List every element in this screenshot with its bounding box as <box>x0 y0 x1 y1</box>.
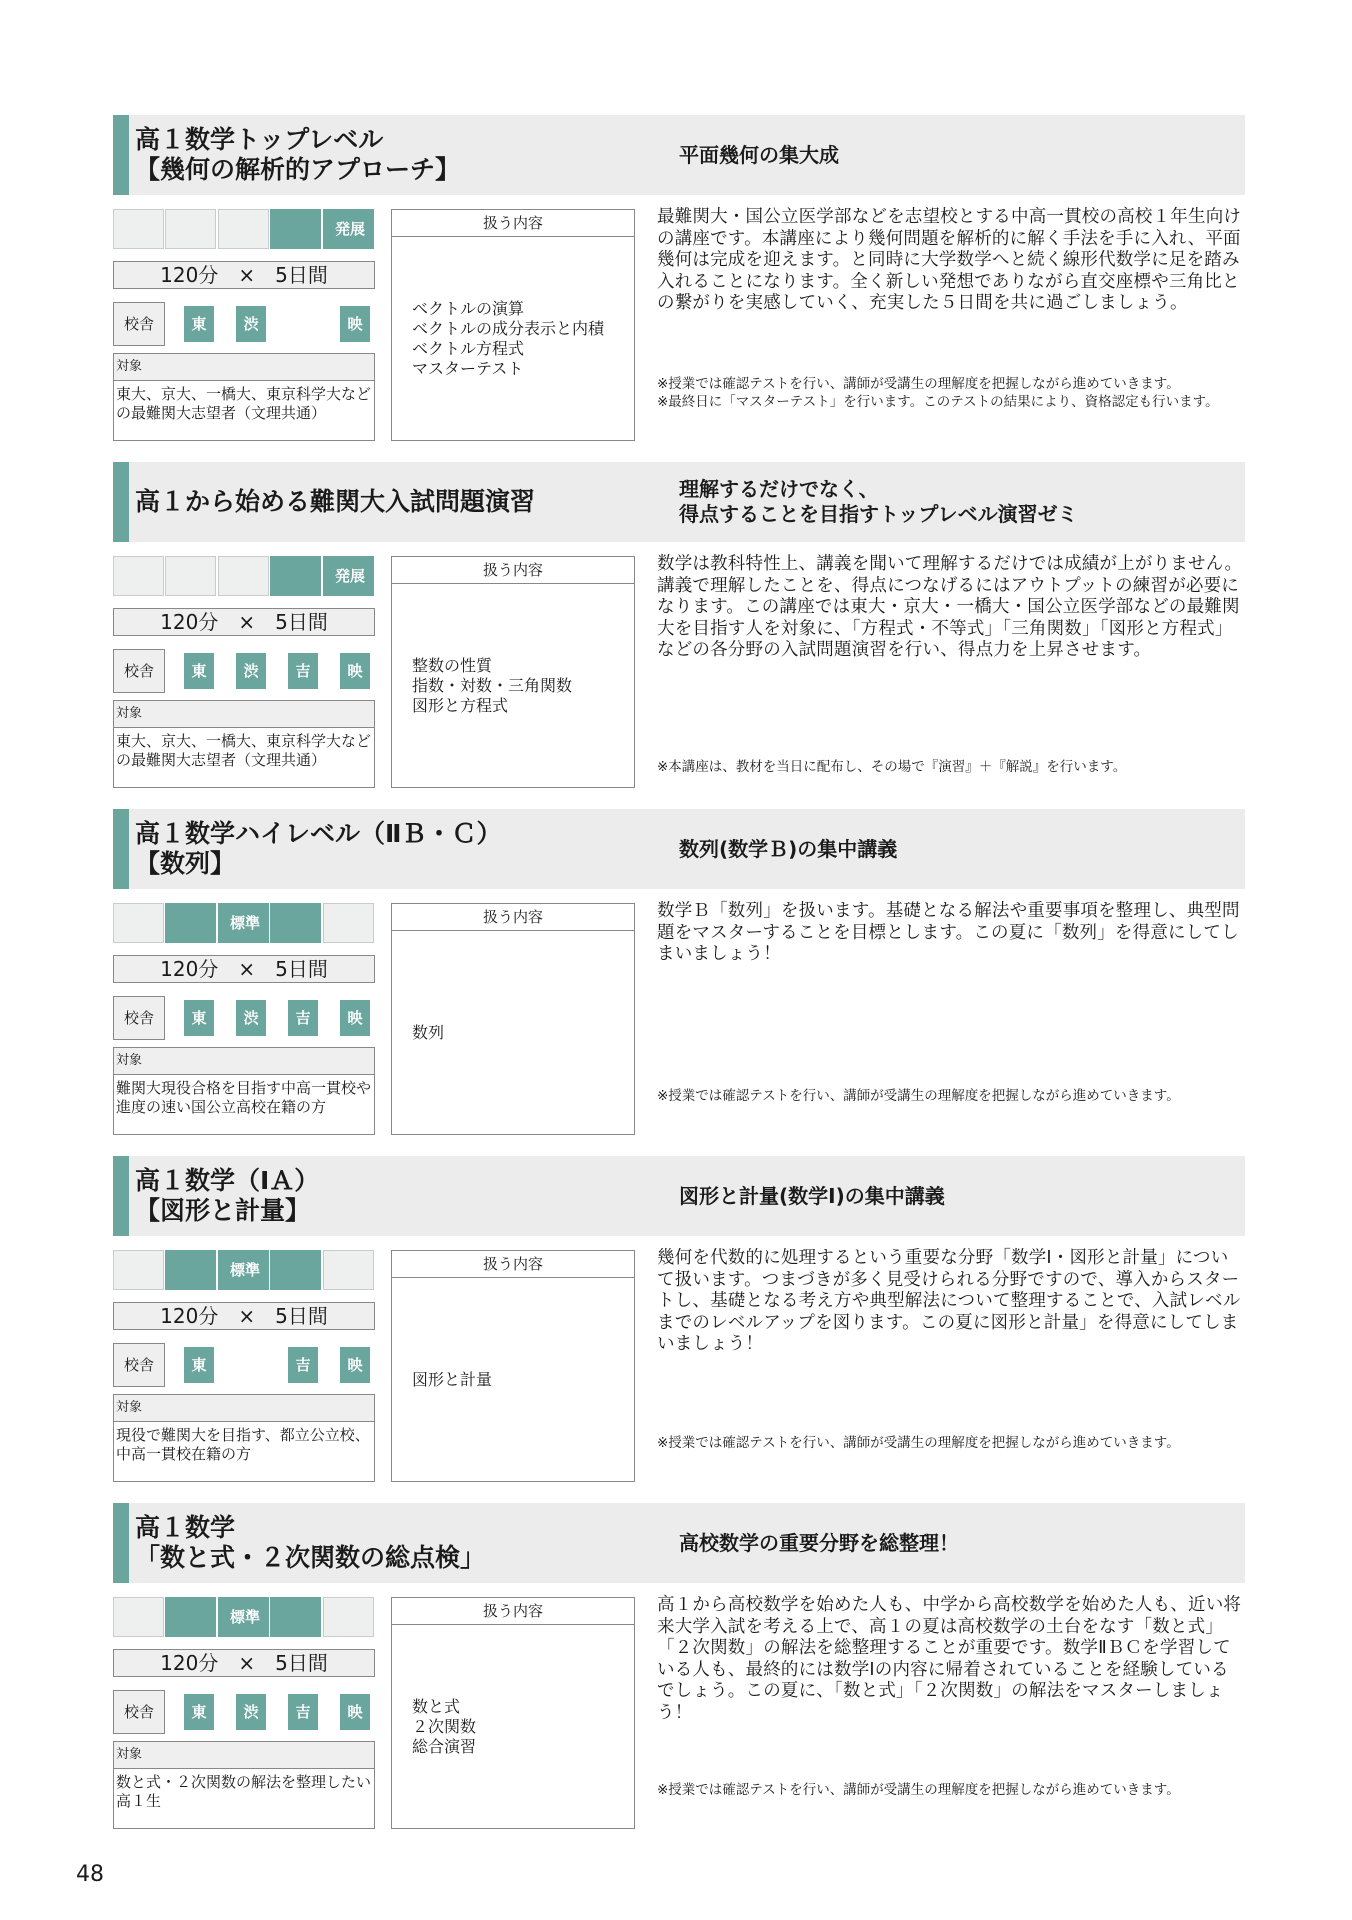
course-title <box>135 1156 675 1236</box>
content-box <box>391 556 635 788</box>
course-subtitle-line: 平面幾何の集大成 <box>679 142 839 167</box>
content-item: 総合演習 <box>412 1736 477 1756</box>
content-list <box>412 237 620 440</box>
level-cell <box>113 1250 164 1290</box>
schedule-time: 120分 × 5日間 <box>113 1302 375 1330</box>
level-label: 標準 <box>229 914 260 932</box>
accent-bar <box>113 115 129 195</box>
course-note: ※本講座は、教材を当日に配布し、その場で『演習』＋『解説』を行います。 <box>657 759 1127 775</box>
course-note: ※授業では確認テストを行い、講師が受講生の理解度を把握しながら進めていきます。 <box>657 1435 1180 1451</box>
content-box <box>391 209 635 441</box>
content-item: ベクトル方程式 <box>412 338 525 358</box>
course-title-line: 高１数学トップレベル <box>135 125 384 154</box>
level-cell <box>113 903 164 943</box>
campus-badge-ei: 映 <box>340 306 370 342</box>
campus-badge-higashi: 東 <box>184 306 214 342</box>
level-cell <box>323 1250 374 1290</box>
content-label: 扱う内容 <box>392 1251 634 1278</box>
campus-badge-kichi: 吉 <box>288 1000 318 1036</box>
course-notes <box>657 758 1245 776</box>
course-subtitle <box>679 115 1239 195</box>
campus-badge-ei: 映 <box>340 653 370 689</box>
course-subtitle-line: 高校数学の重要分野を総整理！ <box>679 1530 959 1555</box>
course-note: ※授業では確認テストを行い、講師が受講生の理解度を把握しながら進めていきます。 <box>657 376 1180 392</box>
target-text: 現役で難関大を目指す、都立公立校、中高一貫校在籍の方 <box>116 1426 370 1463</box>
campus-row <box>113 649 375 693</box>
course-title-line: 高１から始める難関大入試問題演習 <box>135 487 536 516</box>
course-notes <box>657 1781 1245 1799</box>
campus-badge-ei: 映 <box>340 1347 370 1383</box>
level-cell <box>218 209 269 249</box>
course-subtitle <box>679 462 1239 542</box>
target-text: 難関大現役合格を目指す中高一貫校や進度の速い国公立高校在籍の方 <box>116 1079 372 1116</box>
course-notes <box>657 1434 1245 1452</box>
course-note: ※最終日に「マスターテスト」を行います。このテストの結果により、資格認定も行います。 <box>657 394 1219 410</box>
content-label: 扱う内容 <box>392 210 634 237</box>
content-item: ２次関数 <box>412 1716 477 1736</box>
schedule-time: 120分 × 5日間 <box>113 955 375 983</box>
course-title-line: 【図形と計量】 <box>135 1196 311 1225</box>
course-header <box>113 115 1245 195</box>
campus-badge-higashi: 東 <box>184 1000 214 1036</box>
course-title-line: 【幾何の解析的アプローチ】 <box>135 155 461 184</box>
target-box <box>113 1394 375 1482</box>
course-block <box>113 1156 1245 1488</box>
course-subtitle-line: 得点することを目指すトップレベル演習ゼミ <box>679 502 1078 526</box>
course-title <box>135 462 675 542</box>
content-list <box>412 1278 620 1481</box>
course-note: ※授業では確認テストを行い、講師が受講生の理解度を把握しながら進めていきます。 <box>657 1088 1180 1104</box>
level-label: 標準 <box>229 1261 260 1279</box>
course-header <box>113 1156 1245 1236</box>
campus-badge-shibu: 渋 <box>236 653 266 689</box>
course-description: 幾何を代数的に処理するという重要な分野「数学Ⅰ・図形と計量」について扱います。つまづきが多く見受けられる分野ですので、導入からスタートし、基礎となる考え方や典型解法について整理することで、入試レベルまでのレベルアップを図ります。この夏に図形と計量」を得意にしてしまいましょう！ <box>657 1248 1241 1354</box>
target-label: 対象 <box>114 1395 374 1422</box>
content-label: 扱う内容 <box>392 557 634 584</box>
campus-row <box>113 1690 375 1734</box>
level-cell <box>323 903 374 943</box>
content-item: ベクトルの演算 <box>412 298 525 318</box>
course-header <box>113 809 1245 889</box>
content-box <box>391 1597 635 1829</box>
level-indicator <box>113 556 375 596</box>
course-block <box>113 462 1245 794</box>
campus-badge-higashi: 東 <box>184 1694 214 1730</box>
course-header <box>113 1503 1245 1583</box>
target-box <box>113 1741 375 1829</box>
content-item: ベクトルの成分表示と内積 <box>412 318 605 338</box>
course-title-line: 高１数学ハイレベル（ⅡＢ・Ｃ） <box>135 819 502 848</box>
campus-badge-shibu: 渋 <box>236 1694 266 1730</box>
campus-label: 校舎 <box>113 1343 165 1387</box>
course-description: 最難関大・国公立医学部などを志望校とする中高一貫校の高校１年生向けの講座です。本講座により幾何問題を解析的に解く手法を手に入れ、平面幾何は完成を迎えます。と同時に大学数学へと続く線形代数学に足を踏み入れることになります。全く新しい発想でありながら直交座標や三角比との繋がりを実感していく、充実した５日間を共に過ごしましょう。 <box>657 207 1242 313</box>
target-box <box>113 1047 375 1135</box>
level-label: 発展 <box>334 220 365 238</box>
level-cell <box>113 1597 164 1637</box>
level-cell-active <box>270 556 321 596</box>
level-indicator <box>113 1597 375 1637</box>
accent-bar <box>113 1503 129 1583</box>
level-label: 発展 <box>334 567 365 585</box>
level-indicator <box>113 209 375 249</box>
content-item: 図形と計量 <box>412 1369 493 1389</box>
content-box <box>391 1250 635 1482</box>
course-subtitle-line: 図形と計量(数学Ⅰ)の集中講義 <box>679 1183 945 1208</box>
course-block <box>113 115 1245 447</box>
level-cell <box>165 209 216 249</box>
target-box <box>113 353 375 441</box>
content-label: 扱う内容 <box>392 1598 634 1625</box>
target-label: 対象 <box>114 701 374 728</box>
level-cell <box>323 1597 374 1637</box>
target-text: 数と式・２次関数の解法を整理したい高１生 <box>116 1773 372 1810</box>
course-subtitle <box>679 1156 1239 1236</box>
target-box <box>113 700 375 788</box>
course-block <box>113 1503 1245 1835</box>
course-notes <box>657 375 1245 411</box>
course-subtitle <box>679 1503 1239 1583</box>
level-cell <box>165 556 216 596</box>
accent-bar <box>113 1156 129 1236</box>
content-list <box>412 1625 620 1828</box>
course-header <box>113 462 1245 542</box>
course-subtitle-line: 理解するだけでなく、 <box>679 477 879 501</box>
course-block <box>113 809 1245 1141</box>
course-title-line: 「数と式・２次関数の総点検」 <box>135 1543 486 1572</box>
content-list <box>412 931 620 1134</box>
course-title <box>135 809 675 889</box>
campus-badge-higashi: 東 <box>184 1347 214 1383</box>
campus-badge-kichi: 吉 <box>288 1347 318 1383</box>
campus-row <box>113 996 375 1040</box>
campus-badge-ei: 映 <box>340 1694 370 1730</box>
content-label: 扱う内容 <box>392 904 634 931</box>
level-indicator <box>113 903 375 943</box>
campus-label: 校舎 <box>113 302 165 346</box>
level-cell-active <box>270 209 321 249</box>
course-description: 数学は教科特性上、講義を聞いて理解するだけでは成績が上がりません。講義で理解したことを、得点につなげるにはアウトプットの練習が必要になります。この講座では東大・京大・一橋大・国公立医学部などの最難関大を目指す人を対象に、「方程式・不等式」「三角関数」「図形と方程式」などの各分野の入試問題演習を行い、得点力を上昇させます。 <box>657 554 1243 660</box>
content-item: 整数の性質 <box>412 655 493 675</box>
content-item: マスターテスト <box>412 358 524 378</box>
campus-badge-shibu: 渋 <box>236 306 266 342</box>
level-cell <box>113 556 164 596</box>
target-label: 対象 <box>114 1048 374 1075</box>
campus-row <box>113 1343 375 1387</box>
page-number: 48 <box>76 1862 104 1887</box>
target-label: 対象 <box>114 1742 374 1769</box>
course-description: 高１から高校数学を始めた人も、中学から高校数学を始めた人も、近い将来大学入試を考える上で、高１の夏は高校数学の土台をなす「数と式」「２次関数」の解法を総整理することが重要です。数学ⅡＢＣを学習している人も、最終的には数学Ⅰの内容に帰着されていることを経験しているでしょう。この夏に、「数と式」「２次関数」の解法をマスターしましょう！ <box>657 1595 1242 1723</box>
campus-label: 校舎 <box>113 1690 165 1734</box>
course-notes <box>657 1087 1245 1105</box>
content-item: 指数・対数・三角関数 <box>412 675 573 695</box>
level-indicator <box>113 1250 375 1290</box>
course-note: ※授業では確認テストを行い、講師が受講生の理解度を把握しながら進めていきます。 <box>657 1782 1180 1798</box>
course-title-line: 【数列】 <box>135 849 236 878</box>
campus-badge-ei: 映 <box>340 1000 370 1036</box>
level-label: 標準 <box>229 1608 260 1626</box>
course-subtitle <box>679 809 1239 889</box>
course-subtitle-line: 数列(数学Ｂ)の集中講義 <box>679 836 898 861</box>
course-title-line: 高１数学（ⅠＡ） <box>135 1166 320 1195</box>
target-label: 対象 <box>114 354 374 381</box>
content-item: 数列 <box>412 1022 445 1042</box>
course-title <box>135 1503 675 1583</box>
campus-label: 校舎 <box>113 996 165 1040</box>
schedule-time: 120分 × 5日間 <box>113 608 375 636</box>
content-box <box>391 903 635 1135</box>
schedule-time: 120分 × 5日間 <box>113 261 375 289</box>
schedule-time: 120分 × 5日間 <box>113 1649 375 1677</box>
content-list <box>412 584 620 787</box>
accent-bar <box>113 462 129 542</box>
level-cell <box>218 556 269 596</box>
level-cell <box>113 209 164 249</box>
course-title-line: 高１数学 <box>135 1513 236 1542</box>
course-description: 数学Ｂ「数列」を扱います。基礎となる解法や重要事項を整理し、典型問題をマスターすることを目標とします。この夏に「数列」を得意にしてしまいましょう！ <box>657 901 1240 964</box>
campus-label: 校舎 <box>113 649 165 693</box>
course-title <box>135 115 675 195</box>
accent-bar <box>113 809 129 889</box>
campus-row <box>113 302 375 346</box>
target-text: 東大、京大、一橋大、東京科学大などの最難関大志望者（文理共通） <box>116 385 372 422</box>
target-text: 東大、京大、一橋大、東京科学大などの最難関大志望者（文理共通） <box>116 732 372 769</box>
campus-badge-higashi: 東 <box>184 653 214 689</box>
content-item: 数と式 <box>412 1696 461 1716</box>
campus-badge-kichi: 吉 <box>288 1694 318 1730</box>
campus-badge-shibu: 渋 <box>236 1000 266 1036</box>
content-item: 図形と方程式 <box>412 695 509 715</box>
campus-badge-kichi: 吉 <box>288 653 318 689</box>
